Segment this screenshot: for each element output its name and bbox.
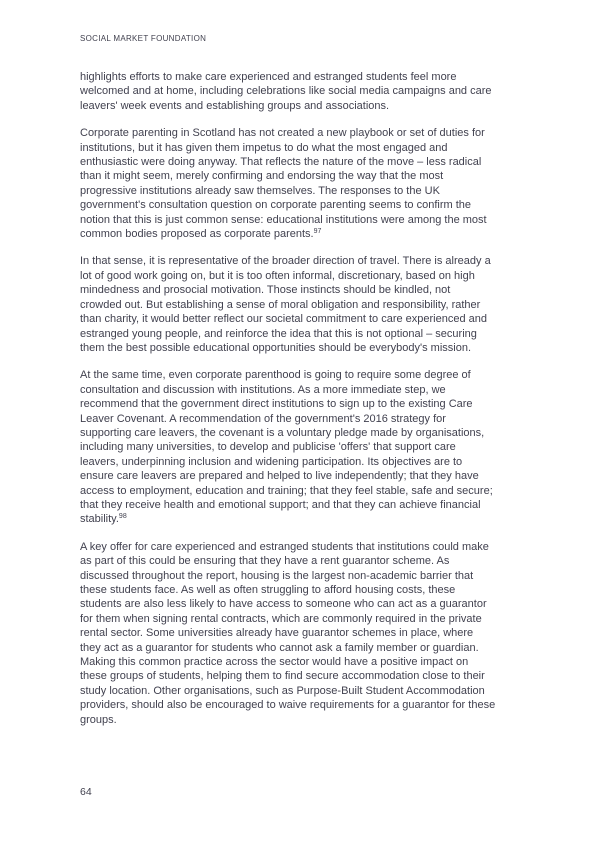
text-line: In that sense, it is representative of the broader direction of travel. There is already a: [80, 255, 491, 268]
text-line: Making this common practice across the sector would have a positive impact on: [80, 656, 469, 669]
text-line: than charity, it would better reflect our societal commitment to care experienced and: [80, 313, 487, 326]
text-line: access to employment, education and training; that they feel stable, safe and secure;: [80, 484, 493, 497]
text-line: A key offer for care experienced and estranged students that institutions could make: [80, 540, 489, 553]
footnote-reference: 97: [313, 228, 322, 236]
text-line: these groups of students, helping them to find secure accommodation close to their: [80, 670, 485, 683]
text-line: estranged young people, and reinforce the idea that this is not optional – securing: [80, 327, 477, 340]
text-line: consultation and discussion with institutions. As a more immediate step, we: [80, 383, 446, 396]
text-line: than it might seem, merely confirming and endorsing the way that the most: [80, 170, 444, 183]
text-line: these students face. As well as often struggling to afford housing costs, these: [80, 584, 456, 596]
text-line: enthusiastic were doing anyway. That reflects the nature of the move – less radical: [80, 156, 482, 169]
text-line: At the same time, even corporate parenthood is going to require some degree of: [80, 369, 471, 382]
text-line: discussed throughout the report, housing is the largest non-academic barrier that: [80, 569, 474, 582]
text-line: lot of good work going on, but it is too often informal, discretionary, based on high: [80, 269, 475, 282]
paragraph: [80, 126, 522, 241]
text-line: they act as a guarantor for students who cannot ask a family member or guardian.: [80, 641, 479, 654]
text-line: that they receive health and emotional support; and that they can achieve financial: [80, 498, 481, 511]
text-line: groups.: [80, 713, 117, 726]
text-line: Corporate parenting in Scotland has not created a new playbook or set of duties for: [80, 127, 485, 140]
running-header: SOCIAL MARKET FOUNDATION: [80, 34, 207, 43]
text-line: providers, should also be encouraged to waive requirements for a guarantor for these: [80, 699, 496, 712]
page-number: 64: [80, 786, 92, 798]
text-line: study location. Other organisations, such as Purpose-Built Student Accommodation: [80, 684, 485, 697]
text-line: Leaver Covenant. A recommendation of the government's 2016 strategy for: [80, 412, 446, 425]
text-line: mindedness and prosocial motivation. Those instincts should be kindled, not: [80, 284, 451, 297]
footnote-reference: 98: [118, 513, 127, 521]
paragraph: [80, 368, 522, 526]
text-line: including many universities, to develop and publicise 'offers' that support care: [80, 441, 456, 454]
text-line: stability.$^{98}$: [80, 513, 127, 526]
text-line: notion that this is just common sense: educational institutions were among the most: [80, 213, 487, 226]
text-line: recommend that the government direct institutions to sign up to the existing Care: [80, 398, 473, 411]
text-line: them the best possible educational opportunities should be everybody's mission.: [80, 341, 471, 354]
text-line: leavers, underpinning inclusion and widening participation. Its objectives are to: [80, 455, 463, 468]
text-line: as part of this could be ensuring that they have a rent guarantor scheme. As: [80, 555, 450, 568]
text-line: progressive institutions already saw themselves. The responses to the UK: [80, 184, 440, 197]
text-line: welcomed and at home, including celebrations like social media campaigns and care: [80, 85, 492, 98]
text-line: supporting care leavers, the covenant is a voluntary pledge made by organisations,: [80, 426, 485, 439]
paragraph: [80, 254, 522, 355]
text-line: ensure care leavers are prepared and helped to live independently; that they have: [80, 470, 479, 483]
text-line: crowded out. But establishing a sense of moral obligation and responsibility, rather: [80, 298, 481, 311]
text-line: common bodies proposed as corporate parents.$^{97}$: [80, 228, 322, 241]
page-body: [80, 70, 522, 740]
text-line: institutions, but it has given them impetus to do what the most engaged and: [80, 141, 448, 154]
text-line: students are also less likely to have access to someone who can act as a guarantor: [80, 598, 487, 611]
text-line: rental sector. Some universities already have guarantor schemes in place, where: [80, 627, 474, 640]
paragraph: [80, 70, 522, 113]
paragraph: [80, 540, 522, 727]
text-line: highlights efforts to make care experienced and estranged students feel more: [80, 71, 457, 83]
text-line: leavers' week events and establishing groups and associations.: [80, 99, 390, 112]
text-line: for them when signing rental contracts, which are commonly required in the private: [80, 612, 482, 625]
text-line: government's consultation question on corporate parenting seems to confirm the: [80, 199, 471, 212]
